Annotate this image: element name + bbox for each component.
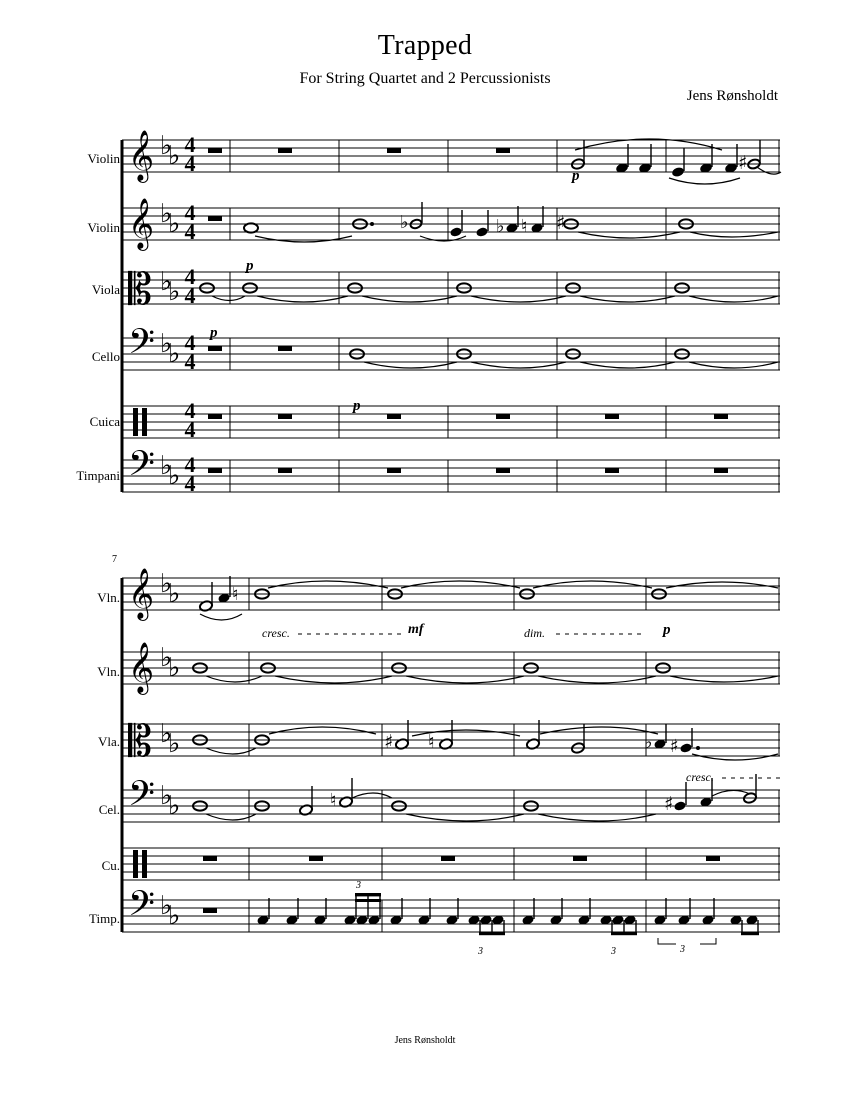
system-1-notation	[0, 120, 850, 520]
svg-text:♭: ♭	[644, 732, 653, 753]
stave-label-vln-2: Vln.	[97, 664, 120, 679]
svg-text:4: 4	[184, 398, 196, 423]
svg-text:♭: ♭	[160, 329, 173, 359]
svg-text:♭: ♭	[168, 461, 181, 491]
svg-text:𝄞: 𝄞	[128, 130, 155, 181]
dynamic-p-viola: p	[210, 325, 218, 341]
svg-text:♮: ♮	[521, 216, 528, 237]
page-subtitle: For String Quartet and 2 Percussionists	[299, 70, 551, 87]
svg-text:♭: ♭	[160, 891, 173, 921]
svg-text:4: 4	[184, 264, 196, 289]
svg-text:♭: ♭	[496, 216, 505, 237]
tuplet-number-1: 3	[356, 880, 361, 891]
svg-text:♯: ♯	[670, 736, 679, 757]
dynamic-mf: mf	[408, 622, 424, 637]
dynamic-p-system-2: p	[663, 622, 671, 638]
svg-text:♭: ♭	[168, 339, 181, 369]
svg-text:♮: ♮	[232, 584, 239, 605]
svg-text:♭: ♭	[400, 212, 409, 233]
expression-cresc-1: cresc.	[262, 626, 290, 640]
dynamic-p-cuica: p	[353, 398, 361, 414]
svg-text:𝄡: 𝄡	[128, 717, 152, 767]
svg-text:4: 4	[184, 452, 196, 477]
expression-cresc-2: cresc.	[686, 770, 714, 784]
tuplet-number-2: 3	[478, 946, 483, 957]
stave-label-violin-2: Violin	[87, 220, 120, 235]
svg-text:♯: ♯	[738, 152, 748, 174]
svg-text:♭: ♭	[160, 569, 173, 599]
expression-dim: dim.	[524, 626, 545, 640]
svg-text:♭: ♭	[168, 729, 181, 759]
svg-text:♭: ♭	[168, 791, 181, 821]
svg-text:♭: ♭	[160, 199, 173, 229]
svg-text:4: 4	[184, 471, 196, 496]
stave-label-vla: Vla.	[97, 734, 120, 749]
svg-text:4: 4	[184, 151, 196, 176]
stave-label-violin-1: Violin	[87, 151, 120, 166]
measure-number: 7	[112, 554, 117, 565]
tuplet-number-3: 3	[611, 946, 616, 957]
svg-text:♭: ♭	[168, 579, 181, 609]
svg-text:♭: ♭	[160, 643, 173, 673]
stave-label-vln-1: Vln.	[97, 590, 120, 605]
system-2-notation	[0, 548, 850, 948]
svg-text:𝄞: 𝄞	[128, 568, 155, 619]
stave-label-cello: Cello	[91, 349, 120, 364]
stave-label-viola: Viola	[91, 282, 120, 297]
svg-text:𝄞: 𝄞	[128, 198, 155, 249]
svg-text:𝄢: 𝄢	[128, 883, 156, 932]
svg-text:♭: ♭	[160, 719, 173, 749]
music-system-2	[0, 548, 850, 957]
tuplet-number-4: 3	[680, 944, 685, 955]
svg-text:4: 4	[184, 417, 196, 442]
svg-text:♭: ♭	[168, 141, 181, 171]
svg-text:♭: ♭	[168, 209, 181, 239]
stave-label-cu: Cu.	[101, 858, 120, 873]
svg-text:4: 4	[184, 132, 196, 157]
svg-text:♭: ♭	[168, 277, 181, 307]
svg-text:♯: ♯	[556, 212, 566, 234]
svg-text:♭: ♭	[168, 901, 181, 931]
svg-text:♭: ♭	[160, 781, 173, 811]
dynamic-p-violin-1: p	[572, 168, 580, 184]
svg-text:♮: ♮	[428, 731, 435, 753]
svg-text:𝄢: 𝄢	[128, 321, 156, 370]
svg-text:𝄢: 𝄢	[128, 443, 156, 492]
page-title: Trapped	[377, 30, 473, 61]
svg-text:4: 4	[184, 283, 196, 308]
stave-label-timpani: Timpani	[76, 468, 120, 483]
dynamic-p-violin-2: p	[246, 258, 254, 274]
svg-text:♭: ♭	[168, 653, 181, 683]
page-footer: Jens Rønsholdt	[394, 1035, 456, 1046]
svg-text:4: 4	[184, 219, 196, 244]
stave-label-timp: Timp.	[89, 911, 120, 926]
svg-text:♮: ♮	[330, 790, 337, 811]
stave-label-cuica: Cuica	[89, 414, 120, 429]
svg-text:♯: ♯	[664, 793, 674, 815]
svg-text:𝄢: 𝄢	[128, 773, 156, 822]
svg-text:4: 4	[184, 200, 196, 225]
svg-text:𝄞: 𝄞	[128, 642, 155, 693]
svg-text:♯: ♯	[384, 731, 394, 753]
svg-text:♭: ♭	[160, 267, 173, 297]
svg-text:4: 4	[184, 330, 196, 355]
composer-name: Jens Rønsholdt	[686, 88, 778, 104]
stave-label-cel: Cel.	[98, 802, 120, 817]
svg-text:4: 4	[184, 349, 196, 374]
svg-text:♭: ♭	[160, 131, 173, 161]
music-system-1	[0, 120, 850, 500]
svg-text:𝄡: 𝄡	[128, 265, 152, 315]
svg-text:♭: ♭	[160, 451, 173, 481]
